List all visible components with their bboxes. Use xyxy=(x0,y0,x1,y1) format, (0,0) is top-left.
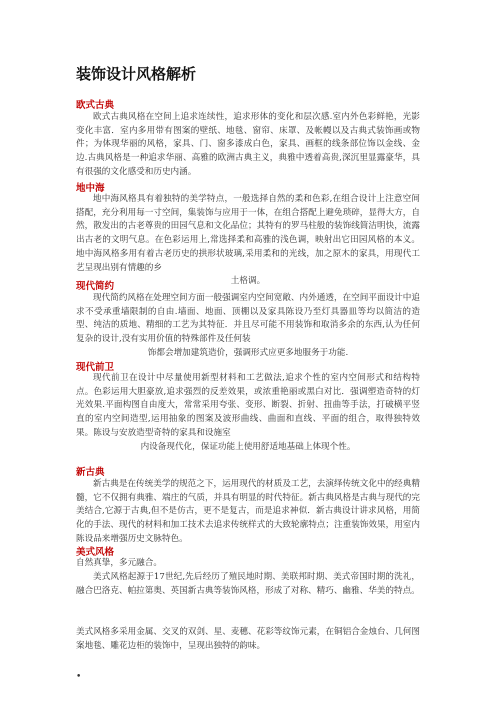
american-line-2: 美式风格起源于17世纪,先后经历了殖民地时期、美联邦时期、美式帝国时期的洗礼，融合巴洛克、帕拉第奥、英国新古典等装饰风格，形成了对称、精巧、幽雅、华美的特点。 xyxy=(76,572,420,596)
section-body: 地中海风格具有着独特的美学特点，一般选择自然的柔和色彩,在组合设计上注意空间搭配，充分利用每一寸空间，集装饰与应用于一体，在组合搭配上避免琐碎，显得大方，自然，散发出的古老尊贵的田园气息和文化品位；其特有的罗马柱般的装饰线简洁明快，流露出古老的文明气息。在色彩运用上,常选择柔和高雅的浅色调，映射出它田园风格的本义。地中海风格多用有着古老历史的拱形状玻璃,采用柔和的光线，加之原木的家具，用现代工艺呈现出别有情趣的乡 xyxy=(76,194,420,273)
section-heading-european-classical: 欧式古典 xyxy=(76,100,115,111)
american-line-3: 美式风格多采用金属、交叉的双剑、星、麦穗、花彩等纹饰元素，在铜铝合金烛台、几何图案地毯、雕花边柜的装饰中，呈现出独特的韵味。 xyxy=(76,627,420,651)
section-heading-mediterranean: 地中海 xyxy=(76,183,105,194)
section-body-tail: 饰都会增加建筑造价，强调形式应更多地服务于功能. xyxy=(147,347,349,358)
section-body: 欧式古典风格在空间上追求连续性，追求形体的变化和层次感.室内外色彩鲜艳，光影变化丰富．室内多用带有图案的壁纸、地毯、窗帘、床罩、及帐幔以及古典式装饰画或物件；为体现华丽的风格，家具、门、窗多漆成白色，家具、画框的线条部位饰以金线、金边.古典风格是一种追求华丽、高雅的欧洲古典主义，典雅中透着高贵,深沉里显露豪华，具有很强的文化感受和历史内涵。 xyxy=(76,112,420,177)
section-body: 现代简约风格在处理空间方面一般强调室内空间宽敞、内外通透，在空间平面设计中追求不受承重墙限制的自由.墙面、地面、顶棚以及家具陈设乃至灯具器皿等均以简洁的造型、纯洁的质地、精细的工艺为其特征．并且尽可能不用装饰和取消多余的东西,认为任何复杂的设计,没有实用价值的特殊部件及任何装 xyxy=(76,293,420,345)
section-body-tail: 内设备现代化，保证功能上使用舒适地基础上体现个性。 xyxy=(140,441,356,452)
section-text-modern-avantgarde xyxy=(76,372,420,454)
section-text-modern-minimal xyxy=(76,292,420,361)
page-title: 装饰设计风格解析 xyxy=(76,65,197,83)
section-text-european-classical xyxy=(76,111,420,180)
bullet-dot: • xyxy=(76,672,82,682)
section-body: 现代前卫在设计中尽量使用新型材料和工艺做法,追求个性的室内空间形式和结构特点。色彩运用大胆豪放,追求强烈的反差效果，或浓重艳丽或黑白对比．强调塑造奇特的灯光效果.平面构图自由度大，常常采用夸张、变形、断裂、折射、扭曲等手法，打破横平竖直的室内空间造型,运用抽象的图案及波形曲线、曲面和直线、平面的组合，取得独特效果。陈设与安放造型奇特的家具和设施室 xyxy=(76,373,420,438)
section-text-neoclassical xyxy=(76,478,420,547)
section-heading-modern-minimal: 现代简约 xyxy=(76,281,115,292)
section-body-tail: 土格调。 xyxy=(230,276,266,287)
section-heading-neoclassical: 新古典 xyxy=(76,467,105,478)
section-body: 新古典是在传统美学的规范之下，运用现代的材质及工艺，去演绎传统文化中的经典精髓，它不仅拥有典雅、端庄的气质，并具有明显的时代特征。新古典风格是古典与现代的完美结合,它源于古典,但不是仿古，更不是复古，而是追求神似．新古典设计讲求风格，用简化的手法、现代的材料和加工技术去追求传统样式的大致轮廓特点；注重装饰效果，用室内陈设品来增强历史文脉特色。 xyxy=(76,479,420,544)
american-line-1: 自然真挚，多元融合。 xyxy=(76,558,162,568)
section-text-mediterranean xyxy=(76,193,420,289)
section-heading-american: 美式风格 xyxy=(76,547,115,558)
section-heading-modern-avantgarde: 现代前卫 xyxy=(76,362,115,373)
